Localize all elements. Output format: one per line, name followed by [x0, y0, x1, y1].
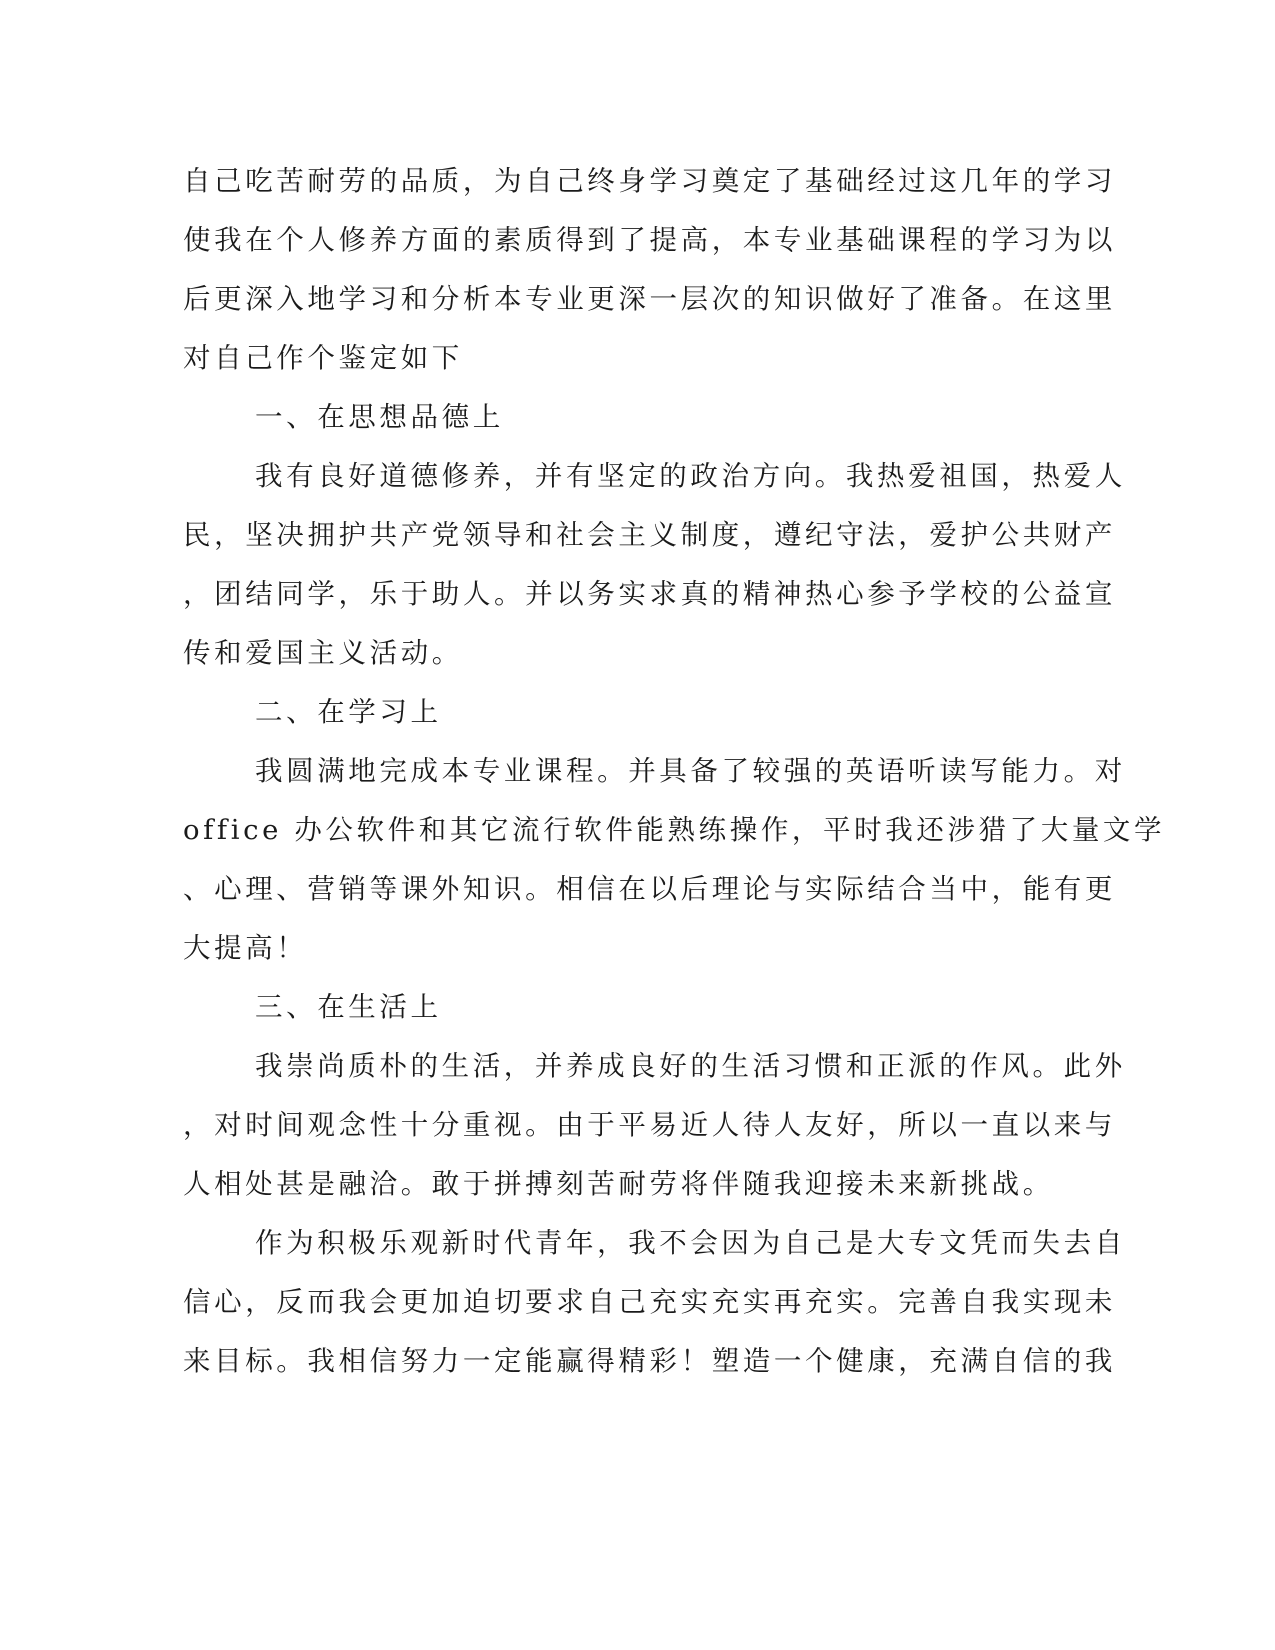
paragraph-line: 、心理、营销等课外知识。相信在以后理论与实际结合当中，能有更: [183, 873, 1116, 905]
paragraph-line: 来目标。我相信努力一定能赢得精彩！塑造一个健康，充满自信的我: [183, 1345, 1116, 1377]
section-heading: 二、在学习上: [255, 696, 442, 728]
paragraph-line: 民，坚决拥护共产党领导和社会主义制度，遵纪守法，爱护公共财产: [183, 519, 1116, 551]
paragraph-line: ，团结同学，乐于助人。并以务实求真的精神热心参予学校的公益宣: [183, 578, 1116, 610]
paragraph-line: 我有良好道德修养，并有坚定的政治方向。我热爱祖国，热爱人: [255, 460, 1126, 492]
paragraph-line: 对自己作个鉴定如下: [183, 342, 463, 374]
paragraph-line: 使我在个人修养方面的素质得到了提高，本专业基础课程的学习为以: [183, 224, 1116, 256]
paragraph-line: 后更深入地学习和分析本专业更深一层次的知识做好了准备。在这里: [183, 283, 1116, 315]
paragraph-line: 大提高！: [183, 932, 308, 964]
paragraph-line: 信心，反而我会更加迫切要求自己充实充实再充实。完善自我实现未: [183, 1286, 1116, 1318]
paragraph-line: 作为积极乐观新时代青年，我不会因为自己是大专文凭而失去自: [255, 1227, 1126, 1259]
paragraph-line: 自己吃苦耐劳的品质，为自己终身学习奠定了基础经过这几年的学习: [183, 165, 1116, 197]
paragraph-line: 传和爱国主义活动。: [183, 637, 463, 669]
paragraph-line: ，对时间观念性十分重视。由于平易近人待人友好，所以一直以来与: [183, 1109, 1116, 1141]
section-heading: 三、在生活上: [255, 991, 442, 1023]
paragraph-line: 人相处甚是融洽。敢于拼搏刻苦耐劳将伴随我迎接未来新挑战。: [183, 1168, 1054, 1200]
paragraph-line: 我崇尚质朴的生活，并养成良好的生活习惯和正派的作风。此外: [255, 1050, 1126, 1082]
section-heading: 一、在思想品德上: [255, 401, 504, 433]
paragraph-line: office 办公软件和其它流行软件能熟练操作，平时我还涉猎了大量文学: [183, 814, 1166, 846]
paragraph-line: 我圆满地完成本专业课程。并具备了较强的英语听读写能力。对: [255, 755, 1126, 787]
